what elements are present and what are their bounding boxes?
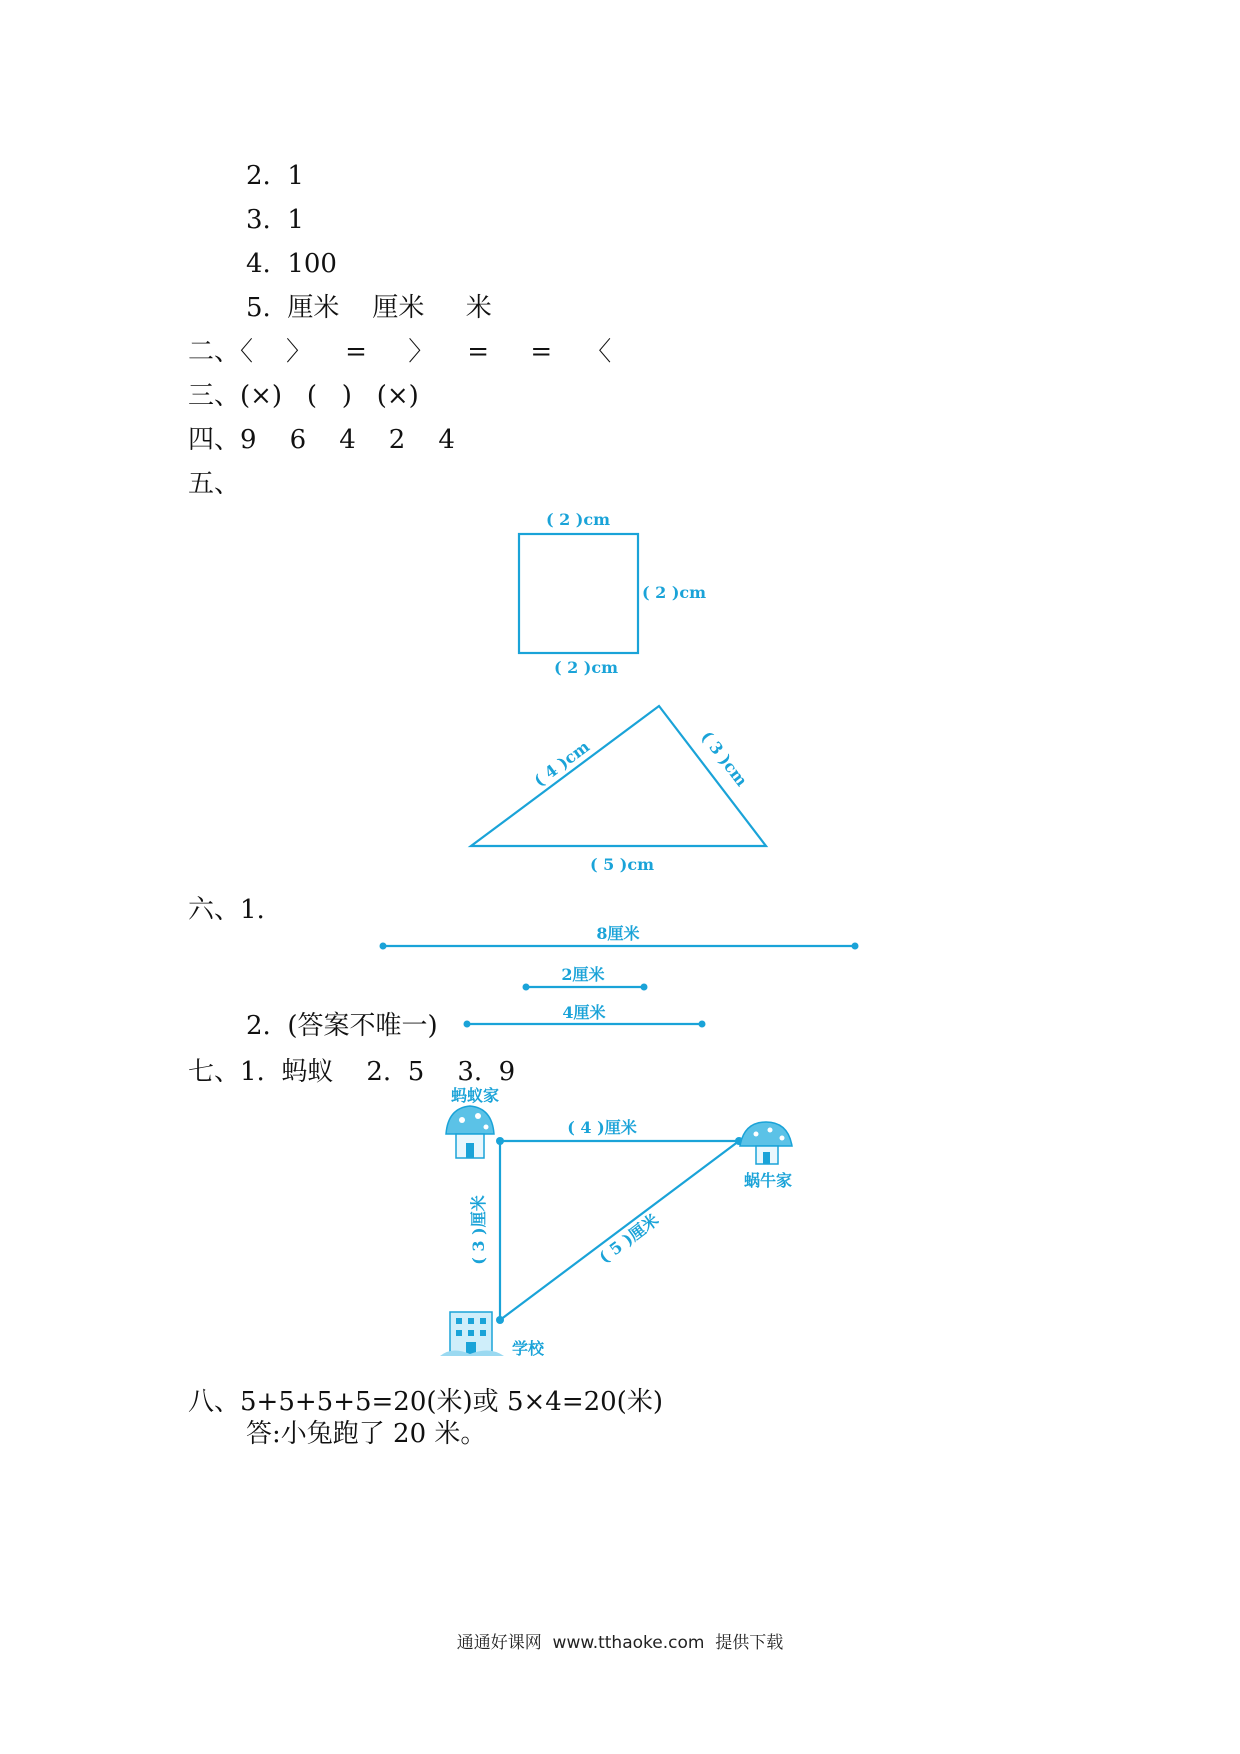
answer-line: 二、〈 〉 = 〉 = = 〈 [188,337,612,367]
ant-home-point [496,1137,504,1145]
segment-endpoint [641,984,648,991]
triangle-right-label: ( 3 )cm [697,727,752,790]
answer-line: 四、9 6 4 2 4 [188,425,455,455]
segment-2cm-label: 2厘米 [561,965,605,984]
square-bottom-label: ( 2 )cm [553,658,619,677]
segment-endpoint [852,943,859,950]
answer-line: 七、1. 蚂蚁 2. 5 3. 9 [188,1057,516,1087]
segment-endpoint [464,1021,471,1028]
top-edge-label: ( 4 )厘米 [567,1118,637,1137]
left-edge-label: ( 3 )厘米 [469,1195,488,1265]
school-point [496,1316,504,1324]
square-right-label: ( 2 )cm [642,583,707,602]
answer-line: 3. 1 [246,205,304,235]
segment-4cm-label: 4厘米 [562,1003,606,1022]
snail-house-icon [740,1122,792,1164]
square-top-label: ( 2 )cm [545,510,611,529]
snail-home-label: 蜗牛家 [743,1171,793,1190]
answer-line: 六、1. [188,895,265,925]
mushroom-house-icon [446,1106,494,1158]
school-label: 学校 [512,1339,545,1358]
answer-line: 五、 [188,469,241,499]
triangle-bottom-label: ( 5 )cm [589,855,655,874]
triangle-left-label: ( 4 )cm [530,736,594,791]
answer-line: 2. (答案不唯一) [246,1011,438,1041]
school-building-icon [440,1312,504,1356]
answer-line: 2. 1 [246,161,304,191]
route-triangle [500,1141,739,1320]
answer-line: 5. 厘米 厘米 米 [246,293,492,323]
square-shape [519,534,638,653]
segment-endpoint [523,984,530,991]
triangle-shape [471,706,766,846]
answer-line: 4. 100 [246,249,337,279]
diagonal-edge-label: ( 5 )厘米 [595,1210,663,1267]
answer-line: 答:小兔跑了 20 米。 [246,1419,487,1449]
segment-endpoint [380,943,387,950]
segment-8cm-label: 8厘米 [596,924,640,943]
answer-line: 八、5+5+5+5=20(米)或 5×4=20(米) [188,1387,663,1417]
segment-endpoint [699,1021,706,1028]
ant-home-label: 蚂蚁家 [450,1086,500,1105]
answer-line: 三、(×) ( ) (×) [188,381,419,411]
footer-credit: 通通好课网 www.tthaoke.com 提供下载 [456,1633,784,1653]
